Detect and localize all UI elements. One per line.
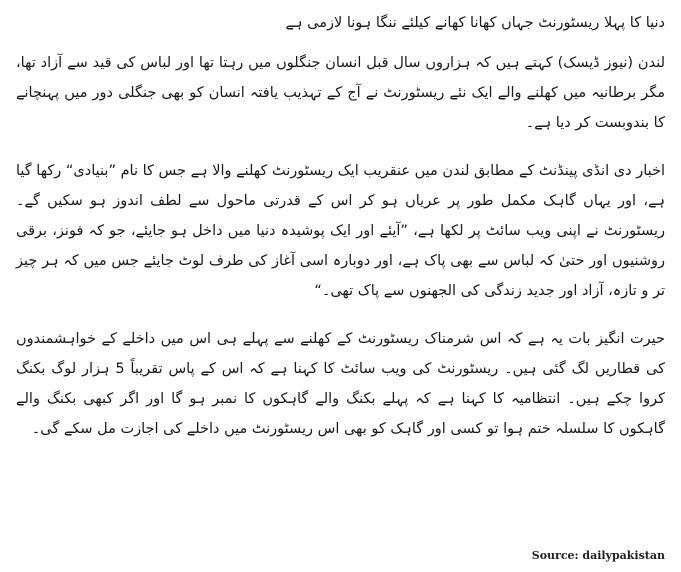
source-credit: Source: dailypakistan (531, 549, 665, 562)
article-headline: دنیا کا پہلا ریسٹورنٹ جہاں کھانا کھانے کیلئے ننگا ہونا لازمی ہے (285, 15, 665, 31)
article-paragraph-1: لندن (نیوز ڈیسک) کہتے ہیں کہ ہزاروں سال قبل انسان جنگلوں میں رہتا تھا اور لباس کی قید سے آزاد تھا، مگر برطانیہ میں کھلنے والے ایک نئے ریسٹورنٹ نے آج کے تہذیب یافتہ انسان کو بھی جنگلی دور میں پہنچانے کا بندوبست کر دیا ہے۔ (16, 55, 665, 131)
article-body (16, 8, 665, 462)
article-paragraph-2: اخبار دی انڈی پینڈنٹ کے مطابق لندن میں عنقریب ایک ریسٹورنٹ کھلنے والا ہے جس کا نام ”بنیادی“ رکھا گیا ہے، اور یہاں گاہک مکمل طور پر عریاں ہو کر اس کے قدرتی ماحول سے لطف اندوز ہو سکیں گے۔ ریسٹورنٹ نے اپنی ویب سائٹ پر لکھا ہے، ”آیئے اور ایک پوشیدہ دنیا میں داخل ہو جایئے، جو کہ فونز، برقی روشنیوں اور حتیٰ کہ لباس سے بھی پاک ہے، اور دوبارہ اسی آغاز کی طرف لوٹ جایئے جس میں کہ ہر چیز تر و تازہ، آزاد اور جدید زندگی کی الجھنوں سے پاک تھی۔“ (16, 163, 665, 299)
article-paragraph-3: حیرت انگیز بات یہ ہے کہ اس شرمناک ریسٹورنٹ کے کھلنے سے پہلے ہی اس میں داخلے کے خواہشمندوں کی قطاریں لگ گئی ہیں۔ ریسٹورنٹ کی ویب سائٹ کا کہنا ہے کہ اس کے پاس تقریباً 5 ہزار لوگ بکنگ کروا چکے ہیں۔ انتظامیہ کا کہنا ہے کہ پہلے بکنگ والے گاہکوں کا نمبر ہو گا اور اگر کبھی بکنگ والے گاہکوں کا سلسلہ ختم ہوا تو کسی اور گاہک کو بھی اس ریسٹورنٹ میں داخلے کی اجازت مل سکے گی۔ (16, 331, 665, 437)
